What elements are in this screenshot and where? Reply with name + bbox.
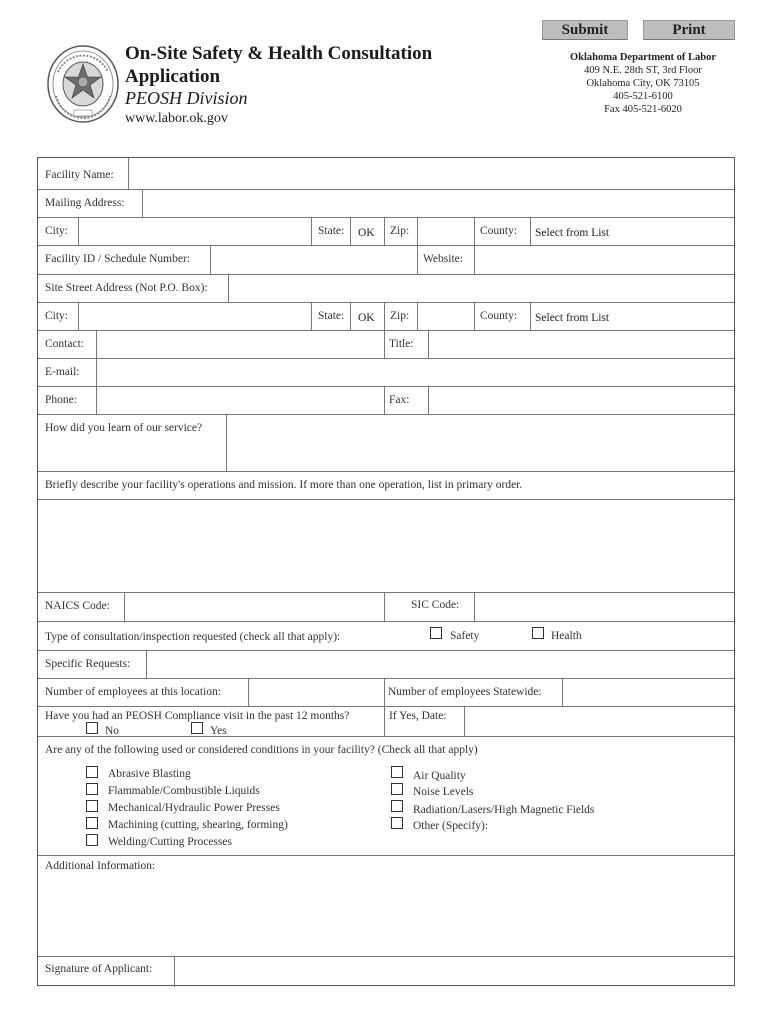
- welding-checkbox[interactable]: [86, 834, 98, 846]
- how-learn-input[interactable]: [227, 415, 734, 470]
- compliance-yes-checkbox[interactable]: [191, 722, 203, 734]
- fax-input[interactable]: [429, 387, 734, 413]
- title-line-1: On-Site Safety & Health Consultation: [125, 43, 433, 64]
- naics-label: NAICS Code:: [45, 600, 110, 612]
- flammable-liquids-label: Flammable/Combustible Liquids: [108, 785, 260, 797]
- cell-divider: [350, 217, 351, 245]
- air-quality-label: Air Quality: [413, 770, 466, 782]
- email-input[interactable]: [97, 359, 734, 385]
- agency-address-1: 409 N.E. 28th ST, 3rd Floor: [584, 65, 702, 76]
- submit-button[interactable]: Submit: [542, 20, 628, 40]
- consult-type-label: Type of consultation/inspection requested (check all that apply):: [45, 631, 341, 643]
- compliance-yes-label: Yes: [210, 725, 227, 737]
- describe-textarea[interactable]: [39, 500, 734, 591]
- agency-fax: Fax 405-521-6020: [604, 104, 682, 115]
- signature-input[interactable]: [175, 957, 734, 985]
- cell-divider: [530, 302, 531, 330]
- additional-info-textarea[interactable]: [39, 874, 734, 954]
- state-select[interactable]: OK: [358, 227, 375, 239]
- safety-checkbox[interactable]: [430, 627, 442, 639]
- air-quality-checkbox[interactable]: [391, 766, 403, 778]
- agency-address-2: Oklahoma City, OK 73105: [586, 78, 700, 89]
- employees-statewide-label: Number of employees Statewide:: [388, 686, 542, 698]
- website-label: Website:: [423, 253, 463, 265]
- noise-levels-label: Noise Levels: [413, 786, 474, 798]
- phone-label: Phone:: [45, 394, 77, 406]
- specific-requests-input[interactable]: [147, 651, 734, 677]
- site-county-select[interactable]: Select from List: [535, 312, 610, 324]
- conditions-label: Are any of the following used or considered conditions in your facility? (Check all that apply): [45, 744, 478, 756]
- print-button[interactable]: Print: [643, 20, 735, 40]
- title-line-2: Application: [125, 66, 221, 87]
- row-divider: [38, 471, 734, 472]
- employees-location-input[interactable]: [249, 679, 383, 705]
- signature-label: Signature of Applicant:: [45, 963, 153, 975]
- sic-label: SIC Code:: [411, 599, 460, 611]
- site-county-label: County:: [480, 310, 518, 322]
- city-label: City:: [45, 225, 69, 237]
- power-presses-checkbox[interactable]: [86, 800, 98, 812]
- site-address-input[interactable]: [229, 275, 734, 301]
- cell-divider: [474, 217, 475, 245]
- cell-divider: [384, 592, 385, 621]
- safety-label: Safety: [450, 630, 480, 642]
- describe-label: Briefly describe your facility's operations and mission. If more than one operation, list in primary order.: [45, 479, 523, 491]
- cell-divider: [384, 678, 385, 706]
- cell-divider: [384, 217, 385, 245]
- row-divider: [38, 621, 734, 622]
- site-state-select[interactable]: OK: [358, 312, 375, 324]
- if-yes-date-label: If Yes, Date:: [389, 710, 447, 722]
- machining-checkbox[interactable]: [86, 817, 98, 829]
- agency-phone: 405-521-6100: [613, 91, 673, 102]
- site-city-label: City:: [45, 310, 69, 322]
- city-input[interactable]: [79, 218, 310, 244]
- website-input[interactable]: [475, 246, 734, 273]
- facility-id-label: Facility ID / Schedule Number:: [45, 253, 190, 265]
- site-state-label: State:: [318, 310, 345, 322]
- radiation-checkbox[interactable]: [391, 800, 403, 812]
- specific-requests-label: Specific Requests:: [45, 658, 131, 670]
- health-label: Health: [551, 630, 582, 642]
- noise-levels-checkbox[interactable]: [391, 783, 403, 795]
- facility-name-label: Facility Name:: [45, 169, 114, 181]
- website-url: www.labor.ok.gov: [125, 111, 228, 126]
- abrasive-blasting-checkbox[interactable]: [86, 766, 98, 778]
- compliance-no-label: No: [105, 725, 120, 737]
- page-title: [125, 42, 432, 88]
- mailing-address-input[interactable]: [143, 190, 734, 216]
- additional-info-label: Additional Information:: [45, 860, 156, 872]
- zip-label: Zip:: [390, 225, 410, 237]
- compliance-visit-label: Have you had an PEOSH Compliance visit in the past 12 months?: [45, 710, 350, 722]
- cell-divider: [474, 302, 475, 330]
- how-learn-label: How did you learn of our service?: [45, 422, 203, 434]
- cell-divider: [384, 706, 385, 736]
- naics-input[interactable]: [125, 593, 383, 620]
- if-yes-date-input[interactable]: [465, 707, 734, 735]
- cell-divider: [530, 217, 531, 245]
- cell-divider: [311, 217, 312, 245]
- cell-divider: [384, 386, 385, 414]
- employees-statewide-input[interactable]: [563, 679, 734, 705]
- phone-input[interactable]: [97, 387, 383, 413]
- state-seal-logo: [46, 44, 120, 124]
- mailing-address-label: Mailing Address:: [45, 197, 125, 209]
- cell-divider: [417, 245, 418, 274]
- site-address-label: Site Street Address (Not P.O. Box):: [45, 282, 208, 294]
- health-checkbox[interactable]: [532, 627, 544, 639]
- sic-input[interactable]: [475, 593, 734, 620]
- cell-divider: [384, 330, 385, 358]
- cell-divider: [311, 302, 312, 330]
- application-form: [37, 157, 735, 986]
- cell-divider: [384, 302, 385, 330]
- state-label: State:: [318, 225, 345, 237]
- county-label: County:: [480, 225, 518, 237]
- zip-input[interactable]: [418, 218, 473, 244]
- radiation-label: Radiation/Lasers/High Magnetic Fields: [413, 804, 595, 816]
- agency-name: Oklahoma Department of Labor: [569, 52, 717, 63]
- title-input[interactable]: [429, 331, 734, 357]
- fax-label: Fax:: [389, 394, 410, 406]
- contact-input[interactable]: [97, 331, 383, 357]
- abrasive-blasting-label: Abrasive Blasting: [108, 768, 191, 780]
- facility-id-input[interactable]: [211, 246, 416, 273]
- site-zip-label: Zip:: [390, 310, 410, 322]
- row-divider: [38, 736, 734, 737]
- other-label: Other (Specify):: [413, 820, 489, 832]
- county-select[interactable]: Select from List: [535, 227, 610, 239]
- cell-divider: [350, 302, 351, 330]
- division-name: PEOSH Division: [125, 88, 248, 108]
- email-label: E-mail:: [45, 366, 80, 378]
- title-label: Title:: [389, 338, 414, 350]
- machining-label: Machining (cutting, shearing, forming): [108, 819, 288, 831]
- welding-label: Welding/Cutting Processes: [108, 836, 232, 848]
- facility-name-input[interactable]: [129, 159, 734, 188]
- flammable-liquids-checkbox[interactable]: [86, 783, 98, 795]
- power-presses-label: Mechanical/Hydraulic Power Presses: [108, 802, 280, 814]
- compliance-no-checkbox[interactable]: [86, 722, 98, 734]
- site-zip-input[interactable]: [418, 303, 473, 329]
- employees-location-label: Number of employees at this location:: [45, 686, 221, 698]
- contact-label: Contact:: [45, 338, 84, 350]
- other-checkbox[interactable]: [391, 817, 403, 829]
- row-divider: [38, 855, 734, 856]
- site-city-input[interactable]: [79, 303, 310, 329]
